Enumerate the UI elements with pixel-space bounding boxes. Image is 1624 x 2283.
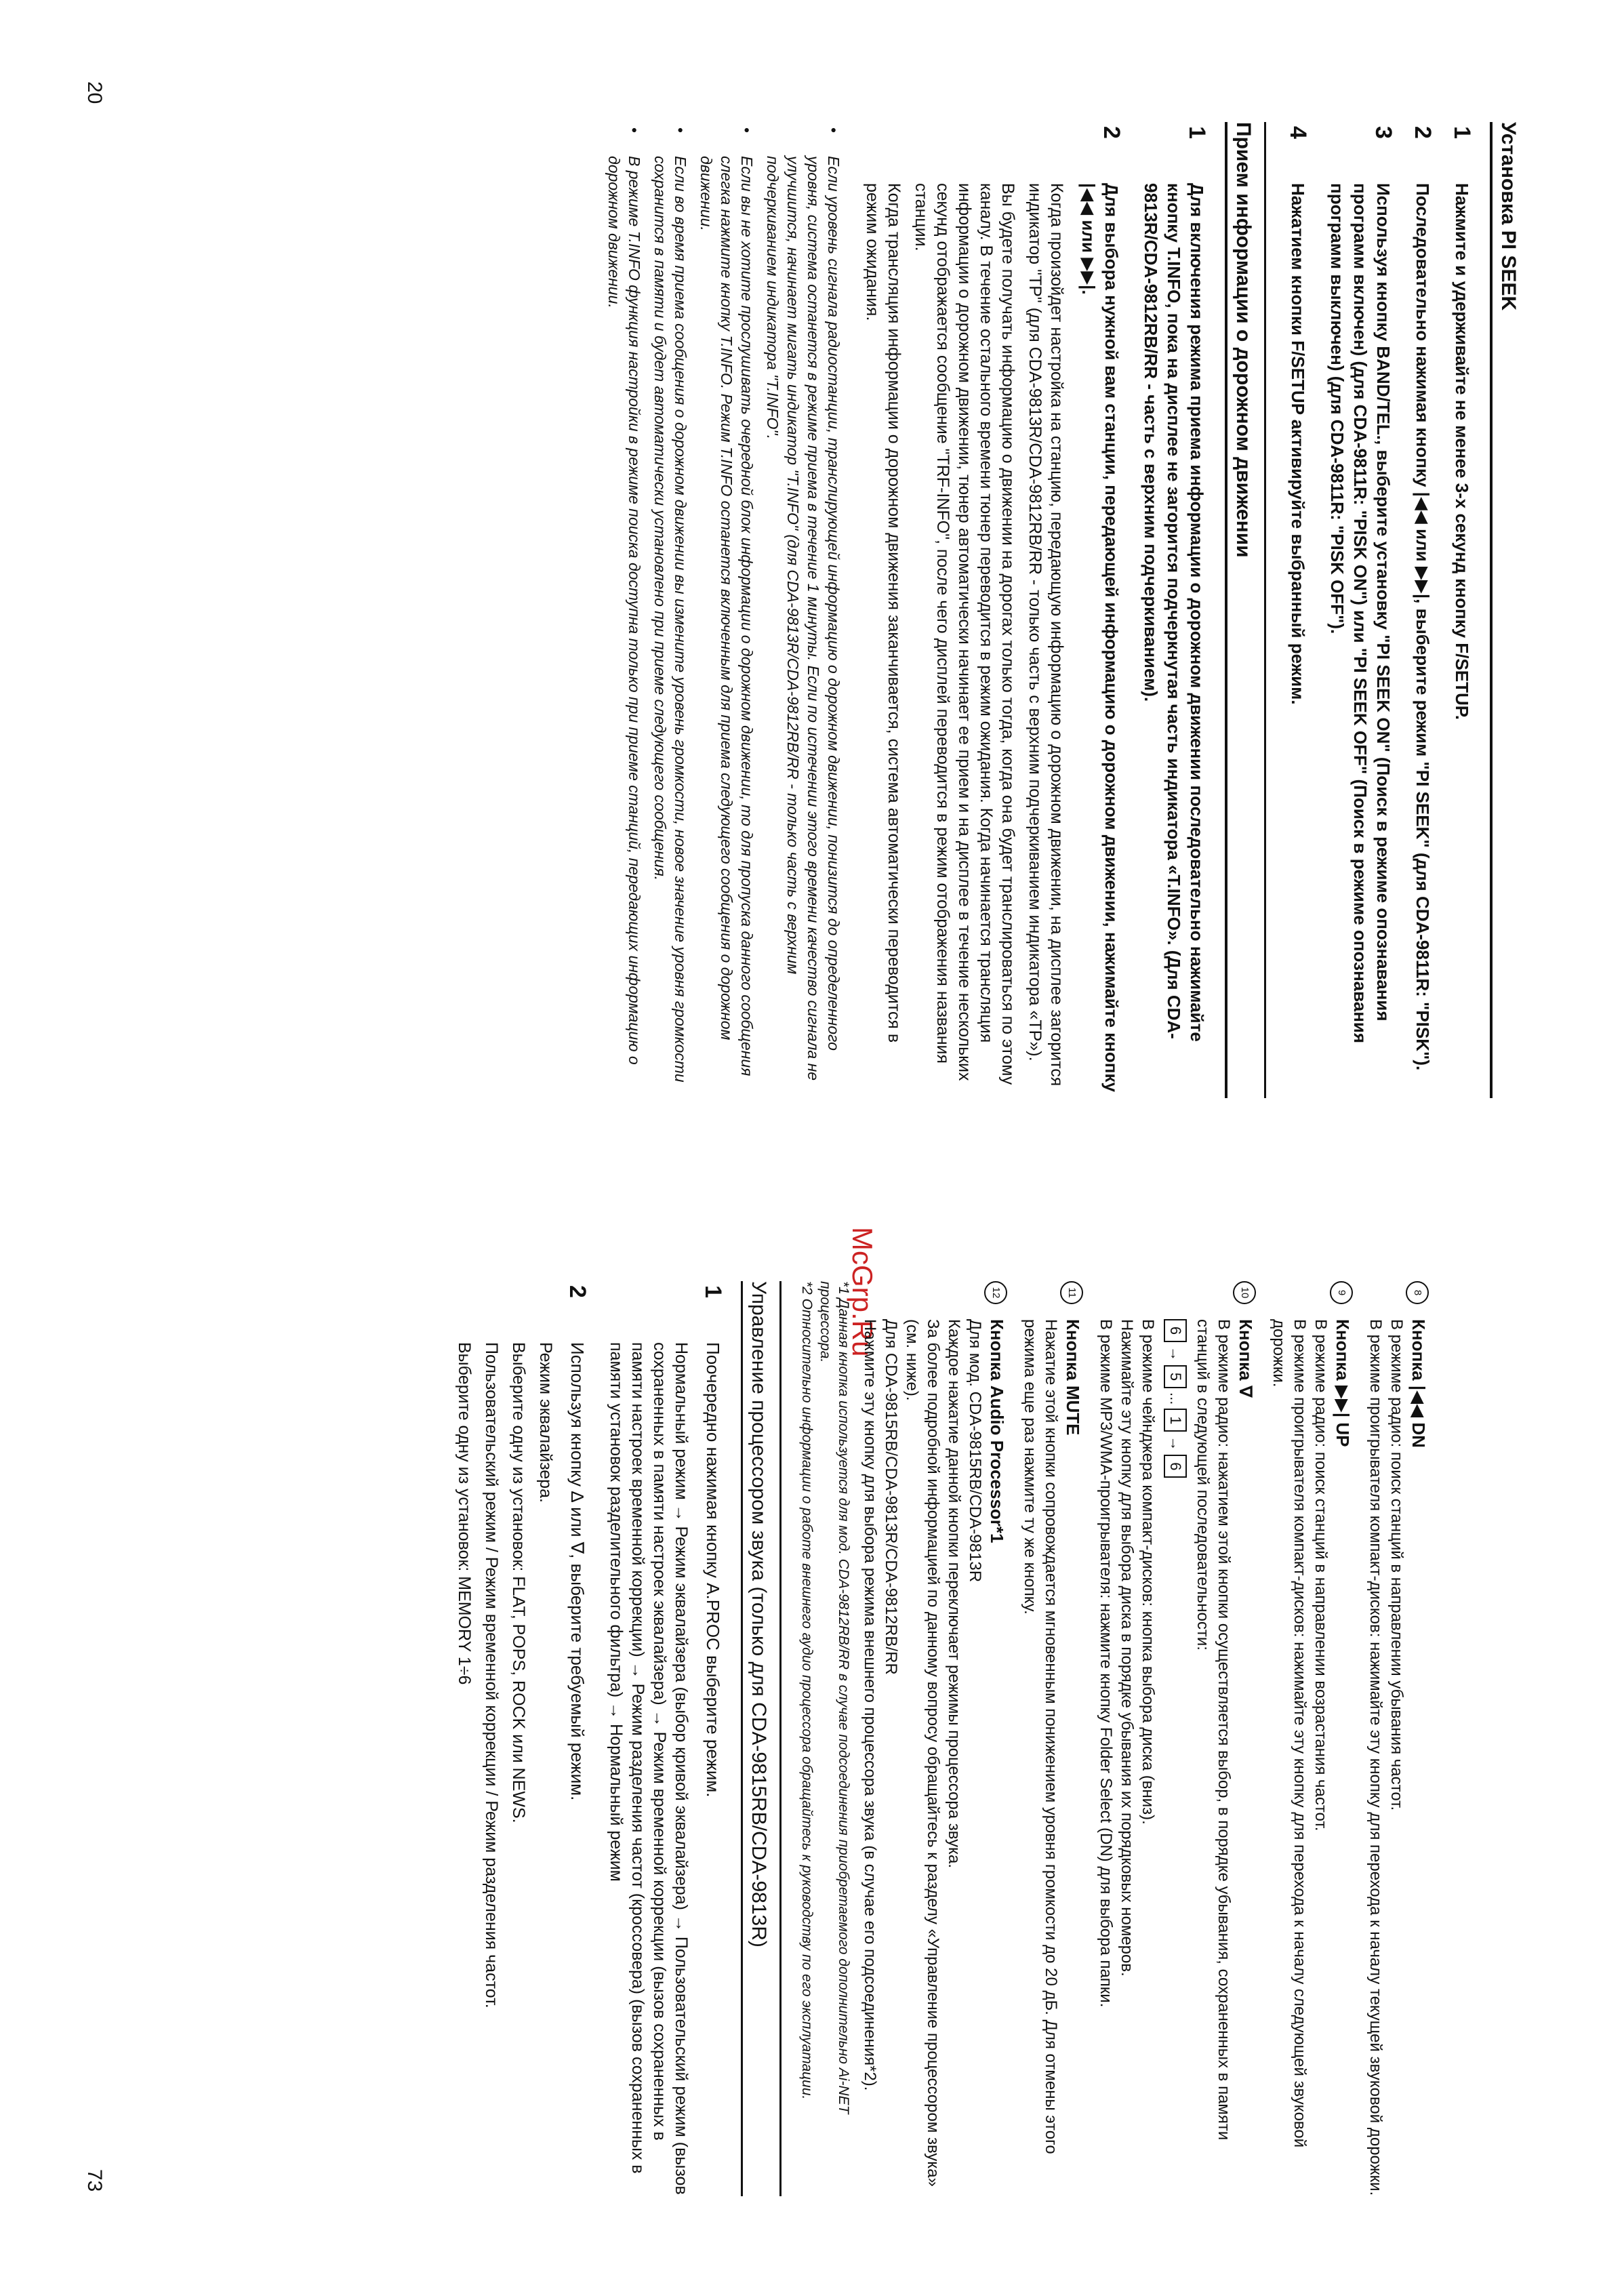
- arrow-icon: →: [1167, 1436, 1184, 1451]
- step-number: 3: [1371, 126, 1396, 139]
- step-text: Последовательно нажимая кнопку |◀◀ или ▶▶|, выберите режим "PI SEEK" (для CDA-9811R: "PISK").: [1413, 183, 1433, 1071]
- item-body: [1095, 1281, 1234, 2196]
- watermark-text: McGrp.Ru: [847, 1227, 878, 1357]
- step-text: Используя кнопку BAND/TEL., выберите установку "PI SEEK ON" (Поиск в режиме опознавания программ включен) (для CDA-9811R: "PISK ON") или "PI SEEK OFF" (Поиск в режиме опознавания программ выключен) (для CDA-9811R: "PISK OFF").: [1327, 183, 1394, 1044]
- item-title: Кнопка Audio Processor*1: [987, 1319, 1007, 1543]
- pi-seek-step: [1286, 122, 1310, 1098]
- item-number: 11: [1060, 1281, 1083, 1304]
- item-body: [1365, 1281, 1407, 2196]
- item-line: В режиме радио: поиск станций в направлении убывания частот.: [1387, 1319, 1406, 1811]
- item-heading: [1234, 1281, 1257, 2196]
- item-line: Каждое нажатие данной кнопки переключает режимы процессора звука.: [945, 1319, 963, 1869]
- page-number-left: 20: [83, 81, 106, 104]
- note: [696, 122, 757, 1098]
- button-item: [1268, 1281, 1354, 2196]
- item-line: В режиме чейнджера компакт-дисков: кнопка выбора диска (вниз).: [1139, 1319, 1157, 1825]
- preset-sequence: [1164, 1319, 1187, 2196]
- audio-processor-title: Управление процессором звука (только для CDA-9815RB/CDA-9813R): [741, 1281, 773, 2196]
- step-text: Поочередно нажимая кнопку A.PROC выберите режим.: [703, 1342, 723, 1798]
- item-heading: [1331, 1281, 1354, 2196]
- audio-processor-section: [453, 1281, 781, 2196]
- button-item: [1365, 1281, 1430, 2196]
- step-body: Нормальный режим → Режим эквалайзера (выбор кривой эквалайзера) → Пользовательский режим (вызов сохраненных в памяти настроек эквалайзера) → Режим временной коррекции (вызов сохраненных в памяти настроек временной коррекции) → Режим разделения частот (кроссовера) (вызов сохраненных в памяти установок разделительного фильтра) → Нормальный режим: [607, 1342, 691, 2195]
- button-item: [1095, 1281, 1257, 2196]
- item-body: [1268, 1281, 1331, 2196]
- step-body: [453, 1342, 556, 2196]
- right-page-column: [448, 1281, 1441, 2196]
- step-text: Используя кнопку ∆ или ∇, выберите требуемый режим.: [567, 1342, 588, 1801]
- item-line: Нажатие этой кнопки сопровождается мгновенным понижением уровня громкости до 20 дБ. Для отмены этого режима еще раз нажмите ту же кнопку.: [1021, 1319, 1060, 2154]
- step-number: 1: [1184, 126, 1210, 139]
- item-line: Нажмите эту кнопку для выбора режима внешнего процессора звука (в случае его подсоединения*2).: [861, 1319, 879, 2091]
- paragraph: Выберите одну из установок: FLAT, POPS, ROCK или NEWS.: [509, 1342, 528, 1823]
- bullet-icon: •: [738, 127, 756, 134]
- item-number: 10: [1233, 1281, 1256, 1304]
- step-number: 1: [1449, 126, 1475, 139]
- preset-box: 6: [1164, 1319, 1187, 1342]
- note: [763, 122, 844, 1098]
- paragraph: Режим эквалайзера.: [536, 1342, 555, 1503]
- item-number: 8: [1406, 1281, 1429, 1304]
- preset-box: 1: [1164, 1409, 1187, 1432]
- pi-seek-title: Установка PI SEEK: [1490, 122, 1522, 1098]
- item-line: В режиме MP3/WMA-проигрывателя: нажмите кнопку Folder Select (DN) для выбора папки.: [1097, 1319, 1115, 2008]
- pi-seek-step: [1326, 122, 1395, 1098]
- paragraph: Пользовательский режим / Режим временной коррекции / Режим разделения частот.: [482, 1342, 501, 2008]
- step-number: 4: [1285, 126, 1311, 139]
- paragraph: Вы будете получать информацию о движении на дорогах только тогда, когда она будет транслироваться по этому каналу. В течение остального времени тюнер переводится в режим ожидания. Когда начинается трансляция информации о дорожном движении, тюнер автоматически начинает ее прием и на дисплее в течение нескольких секунд отображается сообщение "TRF-INFO", после чего дисплей переводится в режим отображения названия станции.: [912, 183, 1017, 1085]
- item-body: [1019, 1281, 1061, 2196]
- audio-processor-steps: [453, 1281, 725, 2196]
- step-text: Для включения режима приема информации о дорожном движении последовательно нажимайте кнопку T.INFO, пока на дисплее не загорится подчеркнутая часть индикатора «T.INFO». (Для CDA-9813R/CDA-9812RB/RR - часть с верхним подчеркиванием).: [1141, 183, 1207, 1042]
- bullet-icon: •: [626, 127, 643, 134]
- traffic-body: [861, 183, 1068, 1098]
- note-text: Если уровень сигнала радиостанции, транслирующей информацию о дорожном движении, понизится до определенного уровня, система останется в режиме приема в течение 1 минуты. Если по истечении этого времени качество сигнала не улучшится, начинает мигать индикатор "T.INFO" (для CDA-9813R/CDA-9812RB/RR - только часть с верхним подчеркиванием индикатора "T.INFO".: [764, 156, 843, 1081]
- item-body: [859, 1281, 986, 2196]
- page-number-right: 73: [83, 2169, 106, 2192]
- item-heading: [1407, 1281, 1430, 2196]
- ellipsis-text: ...: [1167, 1392, 1184, 1405]
- preset-box: 5: [1164, 1365, 1187, 1388]
- note: [650, 122, 691, 1098]
- item-line: В режиме проигрывателя компакт-дисков: нажимайте эту кнопку для перехода к началу текущей звуковой дорожки.: [1366, 1319, 1385, 2196]
- paragraph: Когда трансляция информации о дорожном движения заканчивается, система автоматически переводится в режим ожидания.: [863, 183, 904, 1043]
- pi-seek-step: [1411, 122, 1434, 1098]
- item-title: Кнопка ▶▶| UP: [1333, 1319, 1353, 1447]
- footnotes: [798, 1281, 853, 2196]
- item-heading: [986, 1281, 1009, 2196]
- note-text: Если вы не хотите прослушивать очередной блок информации о дорожном движении, то для пропуска данного сообщения слегка нажмите кнопку T.INFO. Режим T.INFO останется включенным для приема следующего сообщения о дорожном движении.: [697, 156, 756, 1076]
- step-number: 1: [700, 1285, 726, 1298]
- traffic-section: [604, 122, 1266, 1098]
- pi-seek-step: [1450, 122, 1474, 1098]
- note-text: Если во время приема сообщения о дорожном движении вы измените уровень громкости, новое значение уровня громкости сохранится в памяти и будет автоматически установлено при приеме следующего сообщения.: [651, 156, 689, 1083]
- traffic-step: [1139, 122, 1209, 1098]
- item-line: В режиме радио: нажатием этой кнопки осуществляется выбор, в порядке убывания, сохраненных в памяти станций в следующей последовательности:: [1194, 1319, 1233, 2141]
- item-title: Кнопка ∇: [1236, 1319, 1256, 1398]
- paragraph: Выберите одну из установок: MEMORY 1÷6: [455, 1342, 474, 1685]
- traffic-steps: [861, 122, 1209, 1098]
- traffic-title: Прием информации о дорожном движении: [1225, 122, 1257, 1098]
- item-heading: [1061, 1281, 1084, 2196]
- item-title: Кнопка MUTE: [1063, 1319, 1083, 1436]
- step-text: Нажатием кнопки F/SETUP активируйте выбранный режим.: [1288, 183, 1308, 705]
- item-line: Для мод. CDA-9815RB/CDA-9813R: [966, 1319, 984, 1583]
- audio-step: [453, 1281, 589, 2196]
- note: [604, 122, 645, 1098]
- step-text: Для выбора нужной вам станции, передающей информацию о дорожном движении, нажимайте кнопку |◀◀ или ▶▶|.: [1078, 183, 1122, 1092]
- item-line: За более подробной информацией по данному вопросу обращайтесь к разделу «Управление процессором звука» (см. ниже).: [903, 1319, 942, 2187]
- item-line: В режиме проигрывателя компакт-дисков: нажимайте эту кнопку для перехода к началу следующей звуковой дорожки.: [1270, 1319, 1309, 2148]
- traffic-step: [861, 122, 1123, 1098]
- bullet-icon: •: [825, 127, 843, 134]
- step-text: Нажмите и удерживайте не менее 3-х секунд кнопку F/SETUP.: [1452, 183, 1472, 720]
- preset-box: 6: [1164, 1455, 1187, 1478]
- button-item: [1019, 1281, 1084, 2196]
- item-number: 9: [1330, 1281, 1353, 1304]
- paragraph: Когда произойдет настройка на станцию, передающую информацию о дорожном движении, на дисплее загорится индикатор "TP" (для CDA-9813R/CDA-9812RB/RR - только часть с верхним подчеркиванием индикатора «TP»).: [1026, 183, 1066, 1087]
- step-number: 2: [1099, 126, 1124, 139]
- footnote: *2 Относительно информации о работе внешнего аудио процессора обращайтесь к руководству по его эксплуатации.: [799, 1281, 815, 2100]
- bullet-icon: •: [672, 127, 689, 134]
- footnote: *1 Данная кнопка используется для мод. CDA-9812RB/RR в случае подсоединения приобретаемого дополнительно Ai-NET процессора.: [817, 1281, 851, 2114]
- item-number: 12: [984, 1281, 1007, 1304]
- pi-seek-steps: [1286, 122, 1474, 1098]
- note-text: В режиме T.INFO функция настройки в режиме поиска доступна только при приеме станций, передающих информацию о дорожном движении.: [605, 156, 643, 1065]
- arrow-icon: →: [1167, 1346, 1184, 1361]
- item-line: Нажимайте эту кнопку для выбора диска в порядке убывания их порядковых номеров.: [1118, 1319, 1136, 1977]
- left-page-column: [598, 122, 1522, 1098]
- item-title: Кнопка |◀◀ DN: [1408, 1319, 1429, 1448]
- audio-step: [605, 1281, 725, 2196]
- item-line: В режиме радио: поиск станций в направлении возрастания частот.: [1312, 1319, 1330, 1832]
- step-number: 2: [1410, 126, 1436, 139]
- traffic-notes: [604, 122, 844, 1098]
- item-line: Для CDA-9815RB/CDA-9813R/CDA-9812RB/RR: [882, 1319, 900, 1675]
- step-number: 2: [565, 1285, 590, 1298]
- button-item: [859, 1281, 1009, 2196]
